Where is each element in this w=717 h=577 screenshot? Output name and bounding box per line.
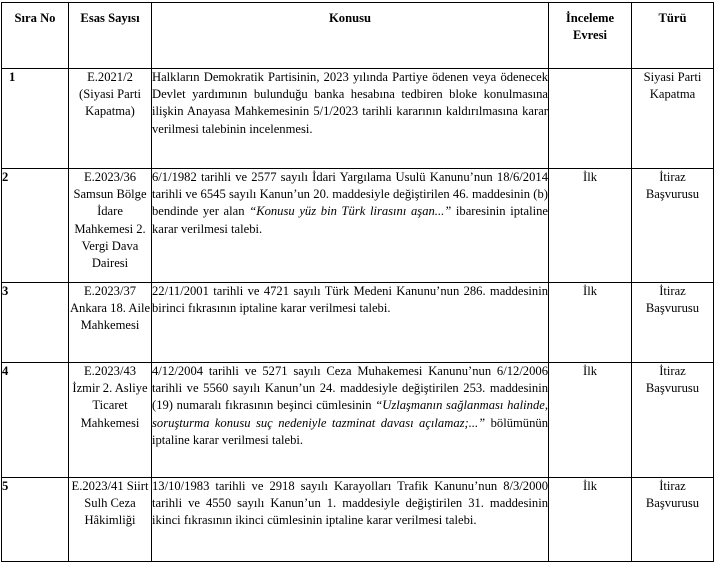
subject-quote: “Konusu yüz bin Türk lirasını aşan...” xyxy=(249,204,452,219)
header-row xyxy=(2,3,714,69)
table-row xyxy=(2,283,714,363)
review-stage: İlk xyxy=(549,169,632,283)
subject-text: 22/11/2001 tarihli ve 4721 sayılı Türk Medeni Kanunu’nun 286. maddesinin birinci fıkrasının iptaline karar verilmesi talebi. xyxy=(152,284,548,316)
row-number: 5 xyxy=(2,478,69,562)
header-sira-no: Sıra No xyxy=(2,3,69,69)
header-esas-sayisi: Esas Sayısı xyxy=(69,3,152,69)
header-inceleme-evresi: İnceleme Evresi xyxy=(549,3,632,69)
row-number: 4 xyxy=(2,363,69,478)
case-number: E.2023/41 Siirt Sulh Ceza Hâkimliği xyxy=(69,478,152,562)
case-type: İtiraz Başvurusu xyxy=(632,283,714,363)
case-number: E.2021/2 (Siyasi Parti Kapatma) xyxy=(69,69,152,169)
case-subject xyxy=(152,169,549,283)
case-type: İtiraz Başvurusu xyxy=(632,169,714,283)
case-type: İtiraz Başvurusu xyxy=(632,363,714,478)
review-stage: İlk xyxy=(549,363,632,478)
case-type: Siyasi Parti Kapatma xyxy=(632,69,714,169)
case-subject xyxy=(152,69,549,169)
table-row xyxy=(2,478,714,562)
case-number: E.2023/43 İzmir 2. Asliye Ticaret Mahkemesi xyxy=(69,363,152,478)
subject-text: 6/1/1982 tarihli ve 2577 sayılı İdari Yargılama Usulü Kanunu’nun 18/6/2014 tarihli ve 6545 sayılı Kanun’un 20. maddesiyle değiştirilen 46. maddesinin (b) bendinde yer alan xyxy=(152,170,548,219)
subject-text: Halkların Demokratik Partisinin, 2023 yılında Partiye ödenen veya ödenecek Devlet yardımının bulunduğu banka hesabına tedbiren bloke konulmasına ilişkin Anayasa Mahkemesinin 5/1/2023 tarihli kararının kaldırılmasına karar verilmesi talebinin incelenmesi. xyxy=(152,70,548,136)
subject-quote: “Uzlaşmanın sağlanması halinde, soruşturma konusu suç nedeniyle tazminat davası açılamaz;...” xyxy=(152,398,549,430)
table-row xyxy=(2,169,714,283)
header-turu: Türü xyxy=(632,3,714,69)
subject-text: 13/10/1983 tarihli ve 2918 sayılı Karayolları Trafik Kanunu’nun 8/3/2000 tarihli ve 4550 sayılı Kanun’un 1. maddesiyle değiştirilen 31. maddesinin ikinci fıkrasının ikinci cümlesinin iptaline karar verilmesi talebi. xyxy=(152,479,548,528)
table-row xyxy=(2,363,714,478)
subject-text-end: bölümünün iptaline karar verilmesi talebi. xyxy=(152,415,548,447)
row-number: 2 xyxy=(2,169,69,283)
case-subject xyxy=(152,363,549,478)
case-subject xyxy=(152,283,549,363)
table-row xyxy=(2,69,714,169)
case-type: İtiraz Başvurusu xyxy=(632,478,714,562)
case-number: E.2023/37 Ankara 18. Aile Mahkemesi xyxy=(69,283,152,363)
review-stage: İlk xyxy=(549,478,632,562)
agenda-table xyxy=(1,2,714,562)
row-number: 1 xyxy=(2,69,69,169)
row-number: 3 xyxy=(2,283,69,363)
case-number: E.2023/36 Samsun Bölge İdare Mahkemesi 2. Vergi Dava Dairesi xyxy=(69,169,152,283)
review-stage: İlk xyxy=(549,283,632,363)
review-stage xyxy=(549,69,632,169)
subject-text: 4/12/2004 tarihli ve 5271 sayılı Ceza Muhakemesi Kanunu’nun 6/12/2006 tarihli ve 5560 sayılı Kanun’un 24. maddesiyle değiştirilen 253. maddesinin (19) numaralı fıkrasının beşinci cümlesinin xyxy=(152,364,548,413)
header-konusu: Konusu xyxy=(152,3,549,69)
case-subject xyxy=(152,478,549,562)
subject-text-end: ibaresinin iptaline karar verilmesi talebi. xyxy=(152,204,548,236)
